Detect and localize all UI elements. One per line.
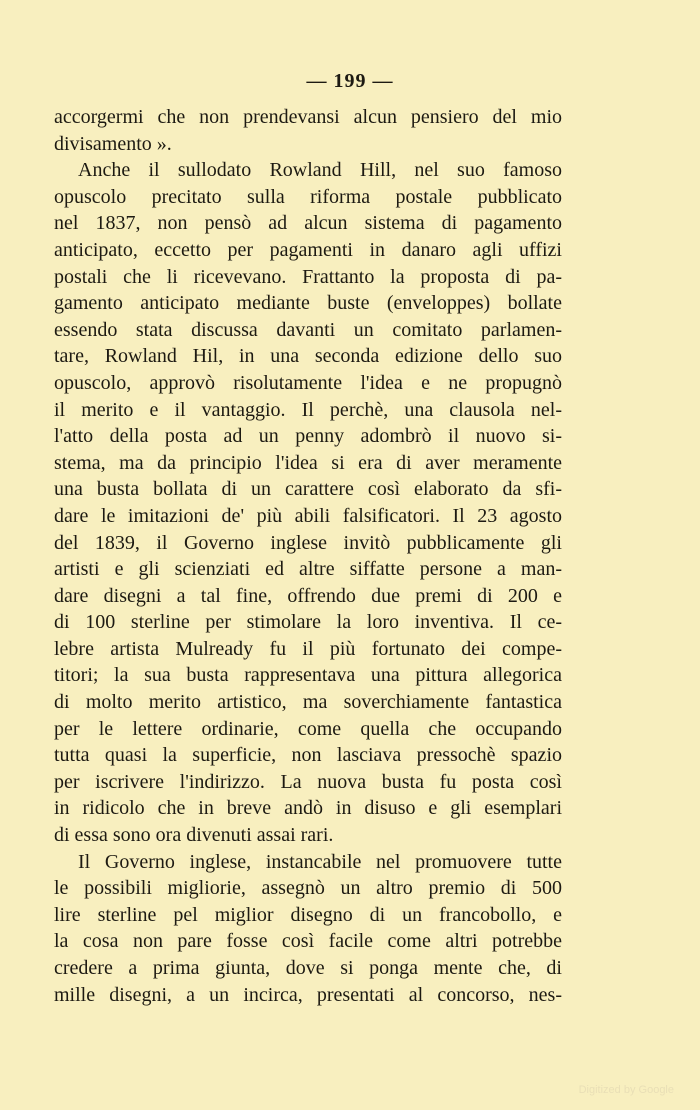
page-number: — 199 — [306,70,394,92]
text-line: le possibili migliorie, assegnò un altro premio di 500 [54,877,562,900]
text-line: tare, Rowland Hil, in una seconda edizione dello suo [54,345,562,368]
text-line: Anche il sullodato Rowland Hill, nel suo famoso [78,159,562,182]
text-line: lire sterline pel miglior disegno di un francobollo, e [54,903,562,926]
text-line: per le lettere ordinarie, come quella che occupando [54,717,562,740]
text-line: l'atto della posta ad un penny adombrò il nuovo si- [54,425,562,448]
text-line: del 1839, il Governo inglese invitò pubblicamente gli [54,531,562,554]
text-line: dare disegni a tal fine, offrendo due premi di 200 e [54,584,562,607]
text-line: essendo stata discussa davanti un comitato parlamen- [54,318,562,341]
text-line: lebre artista Mulready fu il più fortunato dei compe- [54,637,562,660]
text-line: la cosa non pare fosse così facile come altri potrebbe [54,930,562,953]
text-line: di 100 sterline per stimolare la loro inventiva. Il ce- [54,611,562,634]
text-line: nel 1837, non pensò ad alcun sistema di pagamento [54,212,562,235]
text-line: il merito e il vantaggio. Il perchè, una clausola nel- [54,398,562,421]
text-line: di essa sono ora divenuti assai rari. [54,824,334,847]
watermark: Digitized by Google [578,1084,674,1096]
text-line: artisti e gli scienziati ed altre siffatte persone a man- [54,558,562,581]
text-line: titori; la sua busta rappresentava una pittura allegorica [54,664,562,687]
text-line: anticipato, eccetto per pagamenti in danaro agli uffizi [54,238,562,261]
text-line: una busta bollata di un carattere così elaborato da sfi- [54,478,562,501]
text-line: stema, ma da principio l'idea si era di aver meramente [54,451,562,474]
text-line: di molto merito artistico, ma soverchiamente fantastica [54,691,562,714]
text-line: per iscrivere l'indirizzo. La nuova busta fu posta così [54,770,562,793]
text-line: accorgermi che non prendevansi alcun pensiero del mio [54,106,562,128]
text-line: postali che li ricevevano. Frattanto la proposta di pa- [54,265,562,288]
text-line: Il Governo inglese, instancabile nel promuovere tutte [78,850,562,873]
text-line: in ridicolo che in breve andò in disuso e gli esemplari [54,797,562,820]
text-line: opuscolo, approvò risolutamente l'idea e ne propugnò [54,371,562,394]
text-line: dare le imitazioni de' più abili falsificatori. Il 23 agosto [54,504,562,527]
text-line: opuscolo precitato sulla riforma postale pubblicato [54,185,562,208]
text-line: credere a prima giunta, dove si ponga mente che, di [54,957,562,979]
text-line: gamento anticipato mediante buste (enveloppes) bollate [54,292,562,315]
text-line: mille disegni, a un incirca, presentati al concorso, nes- [54,983,562,1006]
text-line: divisamento ». [54,132,172,155]
text-line: tutta quasi la superficie, non lasciava pressochè spazio [54,744,562,767]
body-text [54,104,562,1008]
